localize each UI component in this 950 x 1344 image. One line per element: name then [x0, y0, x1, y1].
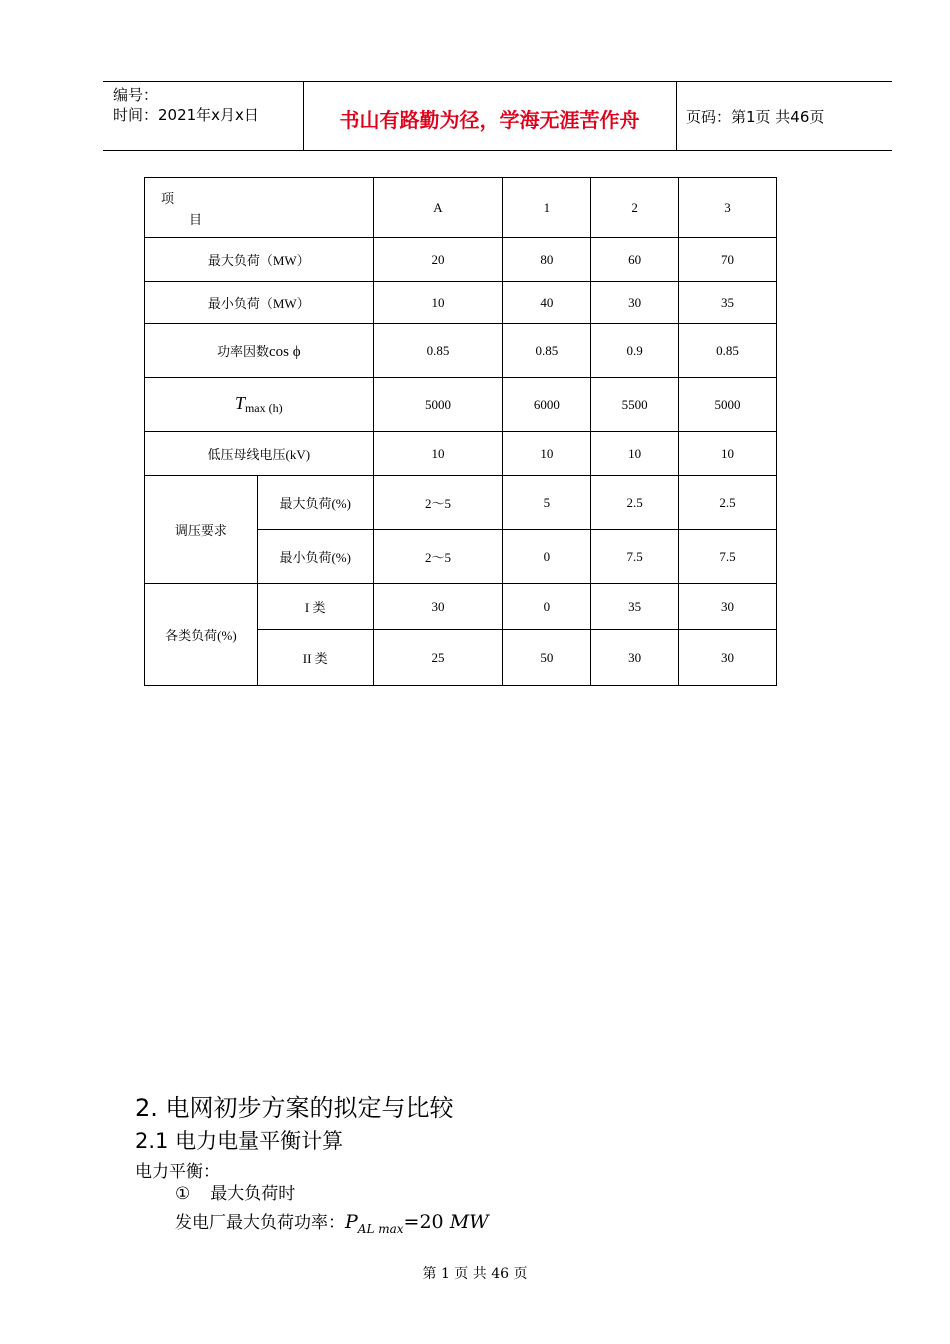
corner-cell [145, 178, 374, 238]
corner-top-label: 项 [161, 190, 175, 206]
paragraph-power-balance: 电力平衡： [135, 1162, 220, 1182]
table-cell: 40 [503, 282, 591, 324]
power-formula [345, 1211, 489, 1236]
table-cell: 6000 [503, 378, 591, 432]
load-data-table [144, 177, 777, 686]
formula-symbol: P [345, 1211, 358, 1233]
table-cell: 10 [591, 432, 679, 476]
column-header: 2 [591, 178, 679, 238]
table-cell: 0 [503, 584, 591, 630]
row-label: 最大负荷（MW） [145, 238, 374, 282]
table-cell: 10 [373, 282, 503, 324]
time-label: 时间：2021年x月x日 [113, 106, 259, 124]
table-cell: 2～5 [373, 476, 503, 530]
table-row [145, 238, 777, 282]
table-cell: 2.5 [679, 476, 777, 530]
header-left [113, 85, 259, 125]
tmax-subscript: max [244, 401, 266, 415]
table-row [145, 378, 777, 432]
section-heading: 2. 电网初步方案的拟定与比较 [135, 1094, 454, 1122]
table-row [145, 324, 777, 378]
item-text: 最大负荷时 [210, 1184, 296, 1204]
formula-unit: MW [449, 1211, 489, 1233]
row-label: 最小负荷（MW） [145, 282, 374, 324]
table-cell: 7.5 [591, 530, 679, 584]
table-cell: 5 [503, 476, 591, 530]
formula-subscript: AL max [357, 1221, 404, 1236]
column-header: 3 [679, 178, 777, 238]
group-label: 各类负荷(%) [145, 584, 258, 686]
header-divider [676, 82, 677, 150]
table-cell: 60 [591, 238, 679, 282]
table-cell: 30 [679, 584, 777, 630]
subsection-heading: 2.1 电力电量平衡计算 [135, 1129, 344, 1153]
max-load-label: 发电厂最大负荷功率： [175, 1213, 345, 1233]
table-row [145, 432, 777, 476]
table-cell: 2～5 [373, 530, 503, 584]
row-label [145, 378, 374, 432]
table-cell: 0.85 [503, 324, 591, 378]
list-item [175, 1179, 295, 1204]
table-cell: 20 [373, 238, 503, 282]
table-cell: 10 [503, 432, 591, 476]
page-header [103, 81, 892, 151]
table-cell: 0.85 [679, 324, 777, 378]
table-cell: 25 [373, 630, 503, 686]
table-cell: 5000 [679, 378, 777, 432]
table-cell: 5000 [373, 378, 503, 432]
sub-row-label: 最小负荷(%) [257, 530, 373, 584]
table-cell: 10 [373, 432, 503, 476]
table-cell: 2.5 [591, 476, 679, 530]
table-cell: 5500 [591, 378, 679, 432]
table-cell: 0.9 [591, 324, 679, 378]
sub-row-label: I 类 [257, 584, 373, 630]
row-label: 低压母线电压(kV) [145, 432, 374, 476]
table-cell: 0.85 [373, 324, 503, 378]
sub-row-label: 最大负荷(%) [257, 476, 373, 530]
table-cell: 7.5 [679, 530, 777, 584]
table-row [145, 584, 777, 630]
table-row [145, 476, 777, 530]
table-cell: 0 [503, 530, 591, 584]
header-motto: 书山有路勤为径，学海无涯苦作舟 [339, 108, 640, 132]
table-cell: 70 [679, 238, 777, 282]
table-cell: 30 [679, 630, 777, 686]
table-row [145, 282, 777, 324]
group-label: 调压要求 [145, 476, 258, 584]
page-footer: 第 1 页 共 46 页 [422, 1266, 528, 1282]
number-label: 编号： [113, 86, 159, 104]
column-header: 1 [503, 178, 591, 238]
tmax-symbol: T [234, 393, 245, 413]
corner-bottom-label: 目 [189, 211, 203, 227]
tmax-unit: (h) [265, 401, 283, 415]
header-page-info: 页码：第1页 共46页 [686, 108, 825, 126]
table-cell: 30 [373, 584, 503, 630]
table-cell: 30 [591, 630, 679, 686]
table-cell: 35 [591, 584, 679, 630]
paragraph-max-load-power [175, 1208, 489, 1236]
column-header: A [373, 178, 503, 238]
cos-phi-symbol: cos ϕ [268, 343, 301, 360]
item-marker: ① [175, 1184, 191, 1204]
table-cell: 80 [503, 238, 591, 282]
table-cell: 30 [591, 282, 679, 324]
table-header-row [145, 178, 777, 238]
formula-value: =20 [403, 1211, 444, 1233]
row-label [145, 324, 374, 378]
table-cell: 50 [503, 630, 591, 686]
table-cell: 35 [679, 282, 777, 324]
power-factor-label: 功率因数 [216, 343, 269, 359]
table-cell: 10 [679, 432, 777, 476]
sub-row-label: II 类 [257, 630, 373, 686]
